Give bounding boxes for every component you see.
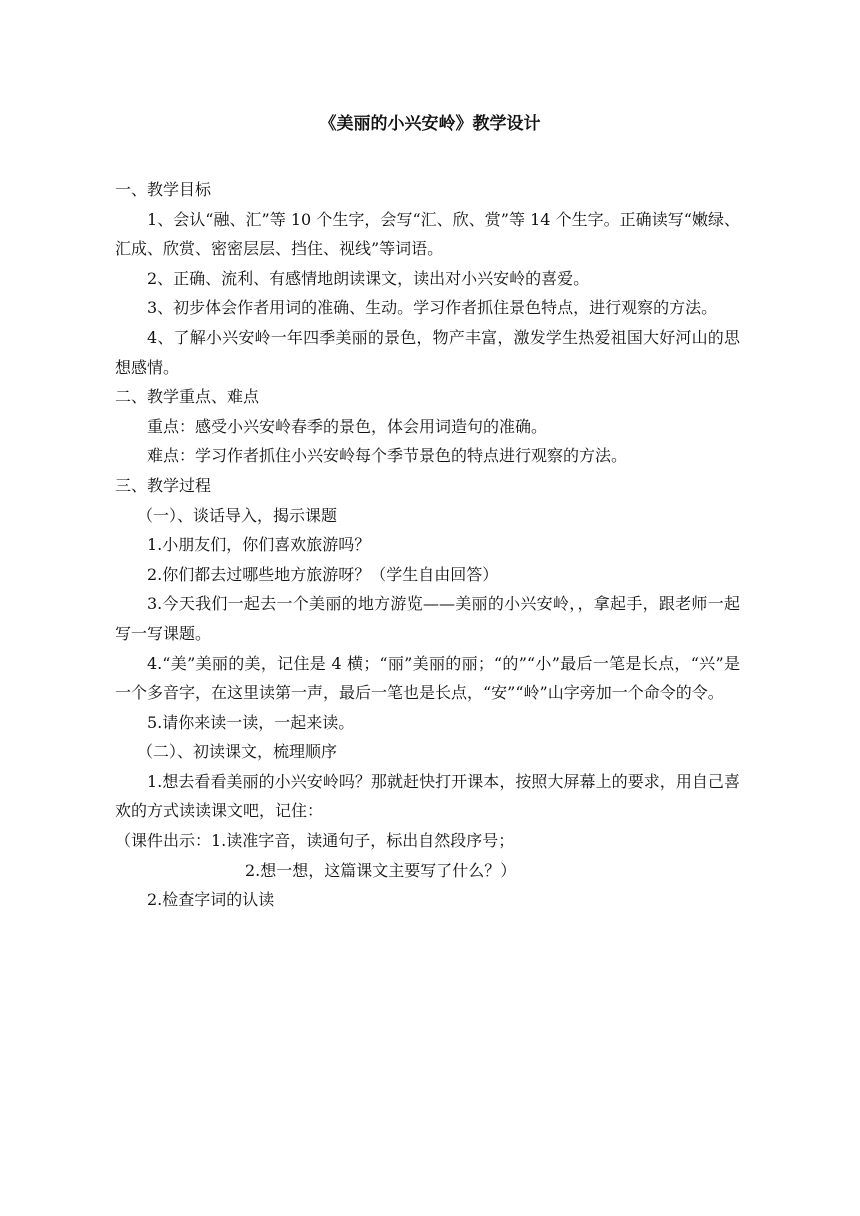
body-paragraph: 1.小朋友们，你们喜欢旅游吗？ [147,535,371,555]
body-paragraph: 2.你们都去过哪些地方旅游呀？（学生自由回答） [147,564,499,584]
section-heading: 三、教学过程 [115,475,212,495]
body-paragraph: 难点：学习作者抓住小兴安岭每个季节景色的特点进行观察的方法。 [147,446,628,466]
body-paragraph: 2.想一想，这篇课文主要写了什么？） [245,860,517,880]
body-paragraph: （二）、初读课文，梳理顺序 [137,742,338,762]
body-paragraph: 1、会认“融、汇”等 10 个生字，会写“汇、欣、赏”等 14 个生字。正确读写“嫩绿、汇成、欣赏、密密层层、挡住、视线”等词语。 [115,209,740,259]
body-paragraph: 2.检查字词的认读 [147,890,275,910]
section-heading: 一、教学目标 [115,180,212,199]
document-title: 《美丽的小兴安岭》教学设计 [319,114,541,134]
section-heading: 二、教学重点、难点 [115,387,260,407]
document-body [115,175,740,915]
section-heading: （课件出示：1.读准字音，读通句子，标出自然段序号； [115,831,515,851]
body-paragraph: 3.今天我们一起去一个美丽的地方游览——美丽的小兴安岭，，拿起手，跟老师一起写一写课题。 [115,594,740,643]
body-paragraph: （一）、谈话导入，揭示课题 [137,505,338,525]
body-paragraph: 重点：感受小兴安岭春季的景色，体会用词造句的准确。 [147,416,548,436]
body-paragraph: 3、初步体会作者用词的准确、生动。学习作者抓住景色特点，进行观察的方法。 [147,298,718,318]
body-paragraph: 4、了解小兴安岭一年四季美丽的景色，物产丰富，激发学生热爱祖国大好河山的思想感情。 [115,327,740,377]
body-paragraph: 2、正确、流利、有感情地朗读课文，读出对小兴安岭的喜爱。 [147,268,590,288]
body-paragraph: 4.“美”美丽的美，记住是 4 横；“丽”美丽的丽；“的”“小”最后一笔是长点，“兴”是一个多音字，在这里读第一声，最后一笔也是长点，“安”“岭”山字旁加一个命令的令。 [115,653,740,703]
body-paragraph: 5.请你来读一读，一起来读。 [147,712,355,732]
body-paragraph: 1.想去看看美丽的小兴安岭吗？那就赶快打开课本，按照大屏幕上的要求，用自己喜欢的方式读读课文吧，记住： [115,771,740,821]
